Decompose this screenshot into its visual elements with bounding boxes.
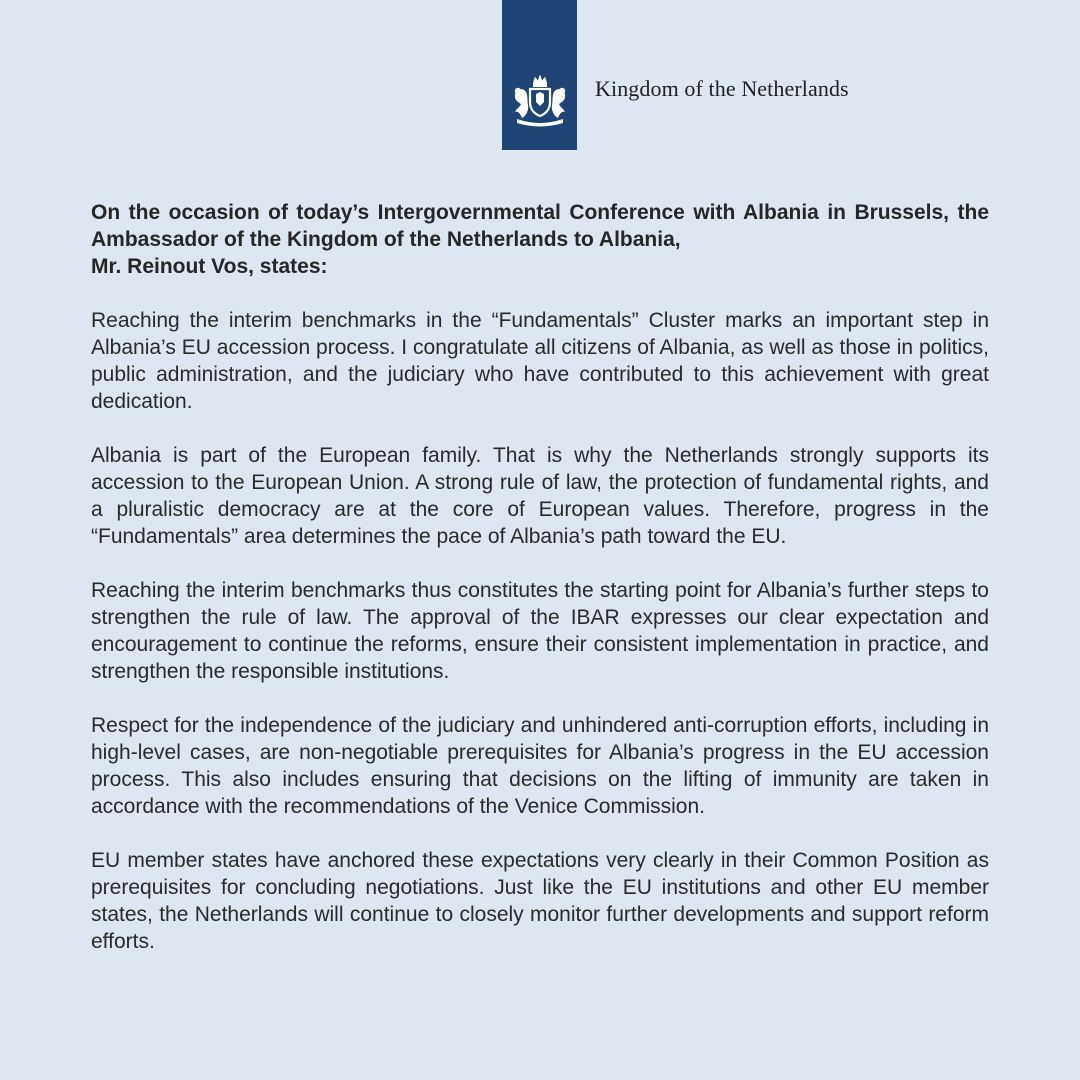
organization-name: Kingdom of the Netherlands <box>595 76 849 101</box>
intro-line-1: On the occasion of today’s Intergovernmental Conference with Albania in Brussels, the Ambassador of the Kingdom of the Netherlands to Albania, <box>91 201 989 251</box>
intro-line-2: Mr. Reinout Vos, states: <box>91 255 328 278</box>
paragraph-1: Reaching the interim benchmarks in the “Fundamentals” Cluster marks an important step in Albania’s EU accession process. I congratulate all citizens of Albania, as well as those in politics, public administration, and the judiciary who have contributed to this achievement with great dedication. <box>91 309 989 413</box>
statement-intro <box>91 199 989 280</box>
paragraph-5: EU member states have anchored these expectations very clearly in their Common Position as prerequisites for concluding negotiations. Just like the EU institutions and other EU member states, the Netherlands will continue to closely monitor further developments and support reform efforts. <box>91 849 989 953</box>
paragraph-2: Albania is part of the European family. That is why the Netherlands strongly supports its accession to the European Union. A strong rule of law, the protection of fundamental rights, and a pluralistic democracy are at the core of European values. Therefore, progress in the “Fundamentals” area determines the pace of Albania’s path toward the EU. <box>91 444 989 548</box>
logo-bar <box>502 0 577 150</box>
paragraph-3: Reaching the interim benchmarks thus constitutes the starting point for Albania’s further steps to strengthen the rule of law. The approval of the IBAR expresses our clear expectation and encouragement to continue the reforms, ensure their consistent implementation in practice, and strengthen the responsible institutions. <box>91 579 989 683</box>
coat-of-arms-icon <box>509 72 571 130</box>
paragraph-4: Respect for the independence of the judiciary and unhindered anti-corruption efforts, including in high-level cases, are non-negotiable prerequisites for Albania’s progress in the EU accession process. This also includes ensuring that decisions on the lifting of immunity are taken in accordance with the recommendations of the Venice Commission. <box>91 714 989 818</box>
statement-body <box>91 199 989 982</box>
